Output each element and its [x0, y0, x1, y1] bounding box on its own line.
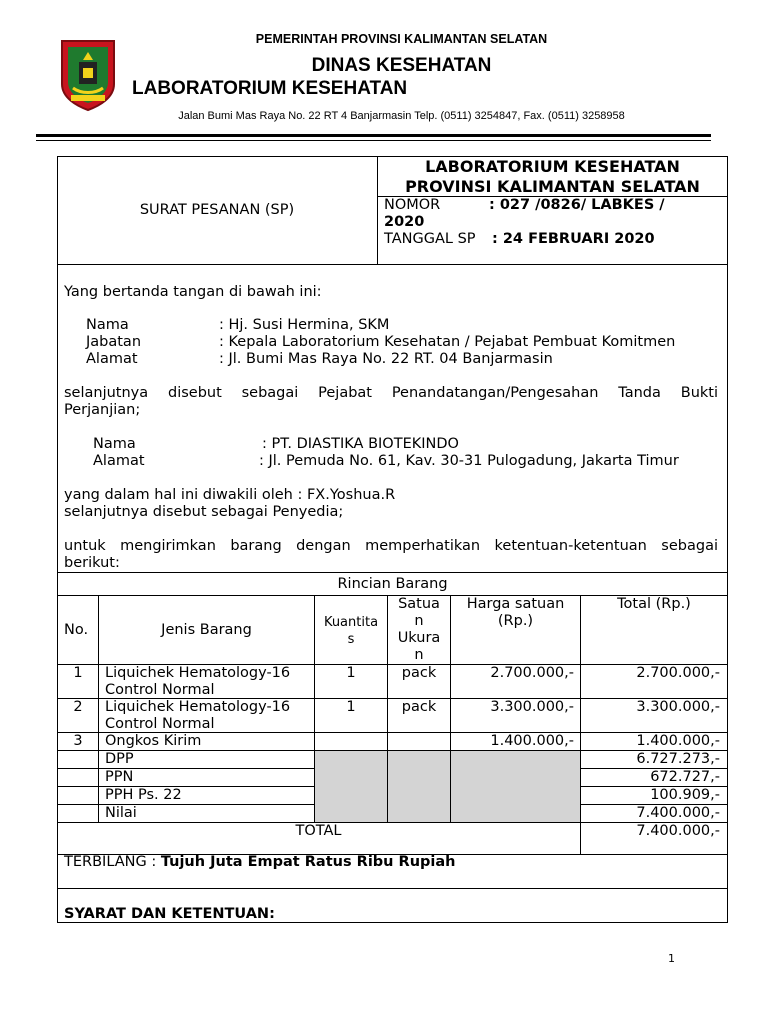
signer-position-label: Jabatan — [86, 334, 142, 350]
header-item: Jenis Barang — [161, 622, 252, 638]
header-unit-2: n — [414, 613, 424, 629]
header-total: Total (Rp.) — [617, 596, 691, 612]
box-line — [727, 156, 728, 923]
header-rule-thin — [36, 140, 711, 141]
row-1-item-cont: Control Normal — [105, 682, 215, 698]
row-2-qty: 1 — [346, 699, 356, 715]
grand-total-label: TOTAL — [295, 823, 342, 839]
row-3-price: 1.400.000,- — [490, 733, 574, 749]
terms-heading: SYARAT DAN KETENTUAN: — [64, 906, 275, 922]
header-qty: Kuantita — [323, 615, 379, 630]
government-name: PEMERINTAH PROVINSI KALIMANTAN SELATAN — [255, 32, 548, 46]
summary-pph-label: PPH Ps. 22 — [105, 787, 182, 803]
header-unit-3: Ukura — [397, 630, 441, 646]
summary-nilai-label: Nilai — [105, 805, 137, 821]
summary-pph-total: 100.909,- — [650, 787, 720, 803]
row-1-item: Liquichek Hematology-16 — [105, 665, 291, 681]
lab-name: LABORATORIUM KESEHATAN — [132, 78, 408, 99]
summary-nilai-total: 7.400.000,- — [636, 805, 720, 821]
row-3-total: 1.400.000,- — [636, 733, 720, 749]
shaded-cell — [388, 751, 450, 822]
row-1-total: 2.700.000,- — [636, 665, 720, 681]
row-2-no: 2 — [73, 699, 83, 715]
vendor-address-label: Alamat — [93, 453, 145, 469]
header-unit: Satua — [398, 596, 440, 612]
summary-ppn-total: 672.727,- — [650, 769, 720, 785]
box-line — [57, 264, 728, 265]
row-1-no: 1 — [73, 665, 83, 681]
table-line — [57, 888, 728, 889]
shaded-cell — [315, 751, 387, 822]
department-name: DINAS KESEHATAN — [311, 55, 492, 76]
intro-text: Yang bertanda tangan di bawah ini: — [64, 284, 322, 300]
tanggal-label: TANGGAL SP — [384, 231, 476, 247]
vendor-name-value: : PT. DIASTIKA BIOTEKINDO — [262, 436, 459, 452]
representative-text: yang dalam hal ini diwakili oleh : FX.Yoshua.R — [64, 487, 396, 503]
org-name-line2: PROVINSI KALIMANTAN SELATAN — [405, 177, 700, 196]
terms-intro-text-end: berikut: — [64, 555, 120, 571]
row-3-no: 3 — [73, 733, 83, 749]
nomor-value: : 027 /0826/ LABKES / — [489, 197, 665, 213]
summary-ppn-label: PPN — [105, 769, 134, 785]
row-2-unit: pack — [401, 699, 437, 715]
row-2-price: 3.300.000,- — [490, 699, 574, 715]
row-2-total: 3.300.000,- — [636, 699, 720, 715]
amount-in-words-label: TERBILANG : — [64, 854, 161, 870]
row-1-unit: pack — [401, 665, 437, 681]
provider-text: selanjutnya disebut sebagai Penyedia; — [64, 504, 344, 520]
nomor-label: NOMOR — [384, 197, 441, 213]
amount-in-words-value: Tujuh Juta Empat Ratus Ribu Rupiah — [160, 854, 456, 870]
grand-total-value: 7.400.000,- — [636, 823, 720, 839]
header-price-unit: (Rp.) — [497, 613, 534, 629]
box-line — [57, 156, 58, 923]
document-title: SURAT PESANAN (SP) — [139, 202, 295, 218]
signer-role-text: selanjutnya disebut sebagai Pejabat Penandatangan/Pengesahan Tanda Bukti — [64, 385, 718, 401]
summary-dpp-label: DPP — [105, 751, 134, 767]
table-caption: Rincian Barang — [337, 576, 448, 592]
tanggal-value: : 24 FEBRUARI 2020 — [492, 231, 655, 247]
letterhead-address: Jalan Bumi Mas Raya No. 22 RT 4 Banjarmasin Telp. (0511) 3254847, Fax. (0511) 3258958 — [178, 110, 625, 122]
header-qty-end: s — [347, 632, 355, 647]
vendor-name-label: Nama — [93, 436, 136, 452]
header-rule-thick — [36, 134, 711, 137]
signer-address-label: Alamat — [86, 351, 138, 367]
amount-in-words — [64, 854, 455, 871]
org-name-line1: LABORATORIUM KESEHATAN — [425, 157, 680, 176]
terms-intro-text: untuk mengirimkan barang dengan memperhatikan ketentuan-ketentuan sebagai — [64, 538, 718, 554]
table-line — [57, 572, 728, 573]
vendor-address-value: : Jl. Pemuda No. 61, Kav. 30-31 Pulogadung, Jakarta Timur — [259, 453, 679, 469]
header-unit-4: n — [414, 647, 424, 663]
shaded-cell — [451, 751, 580, 822]
nomor-value-year: 2020 — [384, 214, 425, 230]
row-2-item-cont: Control Normal — [105, 716, 215, 732]
signer-name-value: : Hj. Susi Hermina, SKM — [219, 317, 390, 333]
header-no: No. — [64, 622, 89, 638]
header-price: Harga satuan — [466, 596, 565, 612]
summary-dpp-total: 6.727.273,- — [636, 751, 720, 767]
signer-name-label: Nama — [86, 317, 129, 333]
row-1-qty: 1 — [346, 665, 356, 681]
row-1-price: 2.700.000,- — [490, 665, 574, 681]
page-number: 1 — [668, 952, 675, 965]
signer-role-text-end: Perjanjian; — [64, 402, 141, 418]
row-3-item: Ongkos Kirim — [105, 733, 202, 749]
signer-position-value: : Kepala Laboratorium Kesehatan / Pejabat Pembuat Komitmen — [219, 334, 676, 350]
signer-address-value: : Jl. Bumi Mas Raya No. 22 RT. 04 Banjarmasin — [219, 351, 553, 367]
row-2-item: Liquichek Hematology-16 — [105, 699, 291, 715]
